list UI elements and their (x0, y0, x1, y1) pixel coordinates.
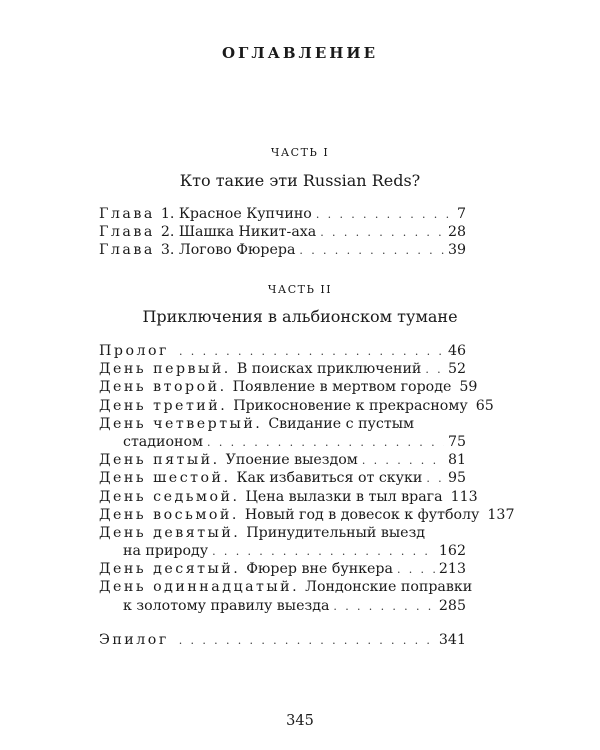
entry-title: Упоение выездом (225, 452, 358, 469)
toc-entry (99, 525, 466, 543)
entry-label: День третий. (99, 397, 228, 414)
toc-entry (99, 452, 466, 470)
entry-label: День десятый. (99, 561, 241, 578)
toc-entry (99, 361, 466, 379)
entry-title-continued: на природу (123, 543, 209, 560)
entry-page: 113 (450, 488, 478, 505)
entry-label: День пятый. (99, 452, 220, 469)
entry-label: Эпилог (99, 632, 169, 648)
toc-entry (99, 506, 515, 525)
entry-page: 95 (447, 470, 466, 487)
entry-label: День шестой. (99, 470, 231, 487)
dot-leader (212, 545, 435, 558)
entry-page: 75 (447, 433, 466, 450)
part-1-label: ЧАСТЬ I (270, 146, 330, 159)
dot-leader (397, 563, 435, 576)
entry-title: 3. Логово Фюрера (160, 242, 296, 259)
entry-label: День четвертый. (99, 415, 263, 432)
toc-entry-continuation (99, 543, 466, 561)
toc-entry-continuation (99, 598, 466, 616)
entry-page: 46 (447, 343, 466, 359)
page-title: ОГЛАВЛЕНИЕ (221, 44, 379, 62)
entry-title: 2. Шашка Никит-аха (160, 224, 317, 241)
dot-leader (207, 436, 444, 449)
toc-entry-epilogue (99, 632, 466, 650)
entry-title: Прикосновение к прекрасному (233, 397, 468, 414)
entry-page: 213 (438, 561, 466, 578)
entry-title: Фюрер вне бункера (246, 561, 393, 578)
entry-title-continued: к золотому правилу выезда (123, 597, 330, 614)
dot-leader (179, 634, 435, 647)
entry-title: В поисках приключений (236, 361, 422, 378)
toc-entry (99, 224, 466, 242)
epilogue-toc (99, 632, 466, 650)
entry-title: Свидание с пустым (268, 415, 415, 432)
entry-label: День восьмой. (99, 506, 239, 523)
toc-entry (99, 397, 494, 416)
dot-leader (299, 244, 444, 257)
toc-entry (99, 416, 466, 434)
toc-entry (99, 379, 478, 397)
entry-title: Цена вылазки в тыл врага (245, 488, 443, 505)
entry-page: 59 (459, 379, 478, 396)
part-1-title: Кто такие эти Russian Reds? (179, 171, 421, 190)
entry-page: 28 (447, 224, 466, 241)
dot-leader (362, 454, 444, 467)
entry-label: Глава (99, 206, 155, 222)
entry-page: 81 (447, 452, 466, 469)
entry-page: 162 (438, 543, 466, 560)
entry-label: День девятый. (99, 524, 241, 541)
entry-label: Глава (99, 242, 155, 259)
entry-title: Новый год в довесок к футболу (244, 506, 480, 523)
dot-leader (316, 208, 453, 221)
part-2-toc (99, 343, 515, 616)
part-2-label: ЧАСТЬ II (267, 283, 333, 296)
dot-leader (320, 226, 444, 239)
entry-title: Лондонские поправки (305, 579, 473, 596)
dot-leader (333, 600, 434, 613)
entry-label: День одиннадцатый. (99, 579, 300, 596)
entry-label: Глава (99, 224, 155, 241)
entry-title: 1. Красное Купчино (160, 206, 312, 222)
toc-entry (99, 579, 473, 597)
dot-leader (425, 363, 444, 376)
entry-label: День второй. (99, 379, 227, 396)
entry-page: 137 (487, 506, 515, 523)
toc-entry (99, 470, 466, 488)
entry-page: 7 (456, 206, 466, 222)
entry-page: 285 (438, 597, 466, 614)
entry-title-continued: стадионом (123, 433, 204, 450)
toc-entry (99, 206, 466, 224)
toc-entry (99, 242, 466, 260)
part-2-title: Приключения в альбионском тумане (142, 307, 458, 326)
dot-leader (426, 472, 444, 485)
toc-entry (99, 561, 466, 579)
part-1-toc (99, 206, 466, 261)
entry-label: Пролог (99, 343, 169, 359)
page-number: 345 (286, 713, 314, 729)
entry-title: Как избавиться от скуки (236, 470, 423, 487)
toc-entry (99, 343, 466, 361)
toc-entry (99, 488, 478, 507)
entry-page: 65 (475, 397, 494, 414)
entry-page: 39 (447, 242, 466, 259)
entry-title: Принудительный выезд (246, 524, 426, 541)
dot-leader (179, 345, 444, 358)
entry-title: Появление в мертвом городе (232, 379, 452, 396)
entry-page: 52 (447, 361, 466, 378)
entry-page: 341 (438, 632, 466, 648)
entry-label: День первый. (99, 361, 231, 378)
toc-entry-continuation (99, 434, 466, 452)
entry-label: День седьмой. (99, 488, 240, 505)
